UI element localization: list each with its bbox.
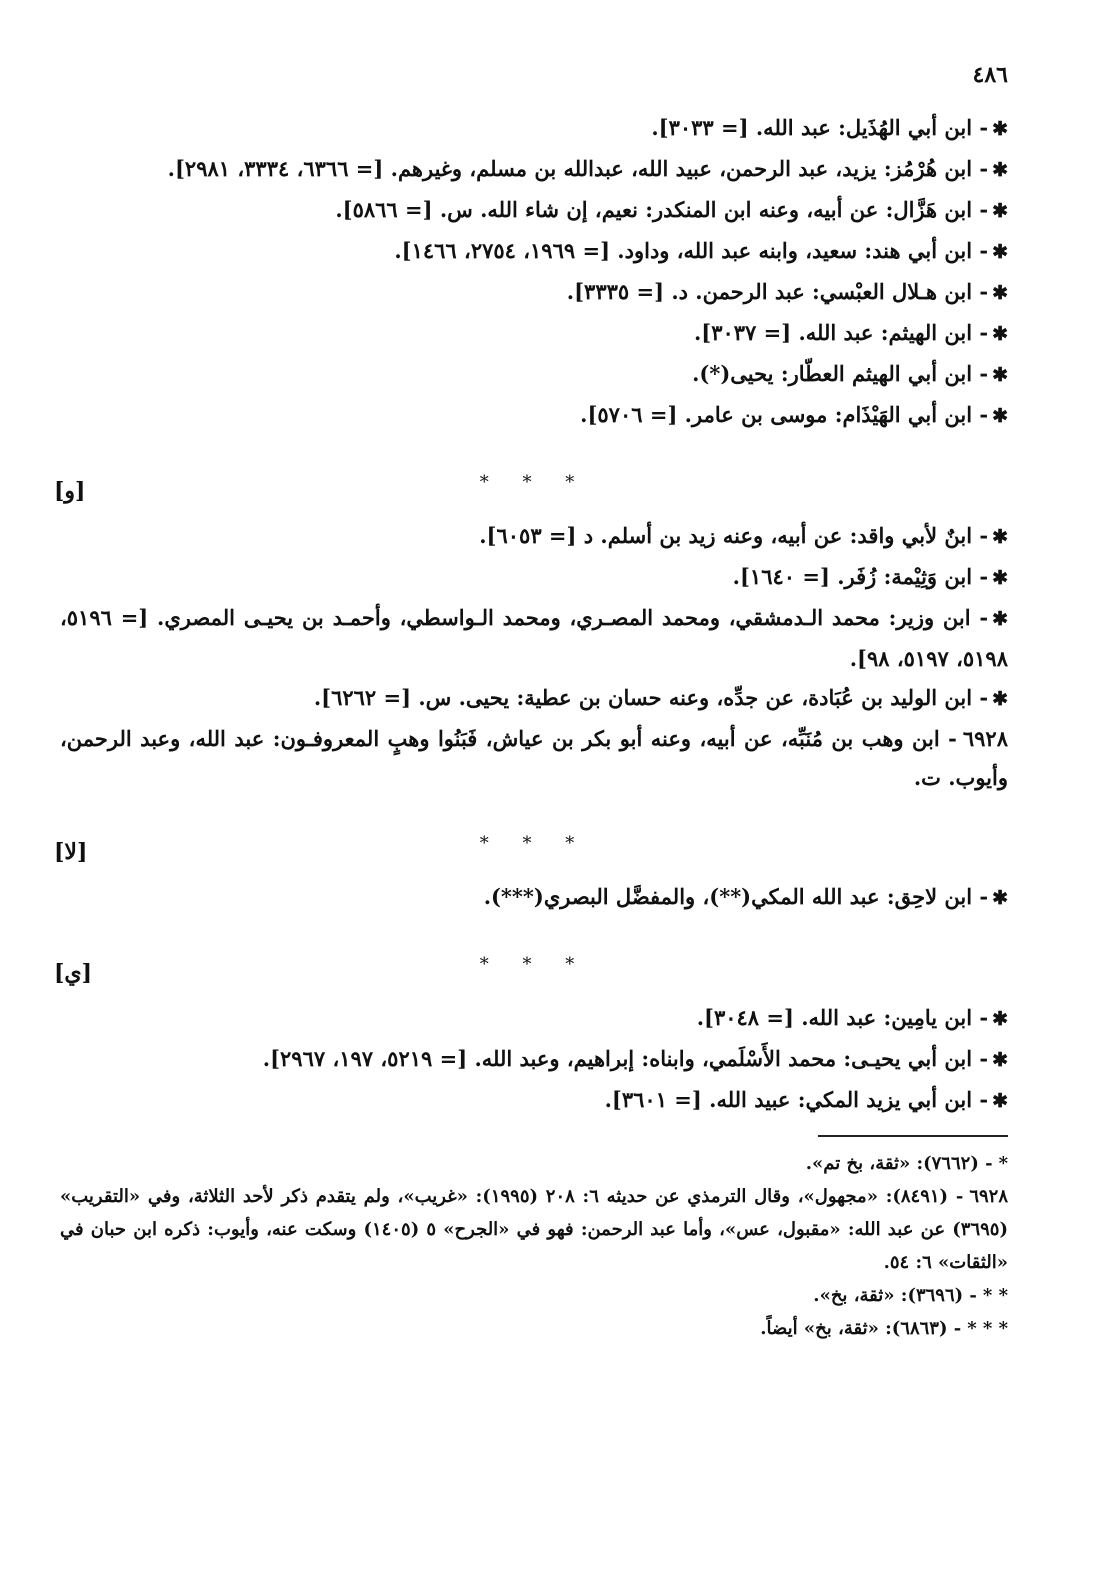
entry-marker: ✱	[992, 118, 1008, 140]
section-waw-entries	[60, 516, 1008, 797]
entry-marker: ✱	[992, 159, 1008, 181]
entry	[60, 678, 1008, 719]
entry-text: - ابنٌ لأبي واقد: عن أبيه، وعنه زيد بن أسلم. د [= ٦٠٥٣].	[479, 523, 989, 548]
section-divider-stars: * * *	[479, 833, 589, 854]
entry-marker: ✱	[992, 1008, 1008, 1030]
entry-marker: ✱	[992, 282, 1008, 304]
entry-text: - ابن أبي يحيـى: محمد الأَسْلَمي، وابناه: إبراهيم، وعبد الله. [= ٥٢١٩، ١٩٧، ٢٩٦٧].	[262, 1046, 989, 1071]
entry-text: - ابن أبي يزيد المكي: عبيد الله. [= ٣٦٠١].	[604, 1087, 989, 1112]
section-ya-entries	[60, 998, 1008, 1121]
page-number: ٤٨٦	[972, 62, 1008, 88]
entry-marker: ✱	[992, 323, 1008, 345]
entry-marker: ✱	[992, 364, 1008, 386]
entry-marker: ✱	[992, 688, 1008, 710]
entry	[60, 1039, 1008, 1080]
footnote-mark: ٦٩٢٨	[969, 1186, 1008, 1207]
entry-text: - ابن يامِين: عبد الله. [= ٣٠٤٨].	[696, 1005, 989, 1030]
footnote-separator	[818, 1135, 1008, 1137]
footnote-text: - (٧٦٦٢): «ثقة، بخ تم».	[805, 1153, 993, 1174]
entry-marker: ✱	[992, 1090, 1008, 1112]
entry-marker: ✱	[992, 1049, 1008, 1071]
footnote-text: - (٦٨٦٣): «ثقة، بخ» أيضاً.	[760, 1318, 962, 1339]
footnote	[60, 1279, 1008, 1312]
entry	[60, 877, 1008, 918]
entry-marker: ✱	[992, 608, 1008, 630]
footnotes	[60, 1147, 1008, 1345]
entry	[60, 313, 1008, 354]
footnote	[60, 1180, 1008, 1279]
entry-text: - ابن الهيثم: عبد الله. [= ٣٠٣٧].	[693, 320, 989, 345]
main-content	[54, 108, 1008, 1345]
entry-marker: ✱	[992, 567, 1008, 589]
entry-numbered	[60, 719, 1008, 797]
entry-number: ٦٩٢٨	[962, 726, 1008, 751]
entry	[60, 108, 1008, 149]
section-letter: [و]	[54, 478, 86, 504]
entry	[60, 231, 1008, 272]
section-header-ya	[54, 948, 1008, 998]
entry	[60, 557, 1008, 598]
entry	[60, 1080, 1008, 1121]
entry-marker: ✱	[992, 526, 1008, 548]
footnote	[60, 1312, 1008, 1345]
entry-text: - ابن وزير: محمد الـدمشقي، ومحمد المصـري، ومحمد الـواسطي، وأحمـد بن يحيـى المصري. [= ٥١٩٦، ٥١٩٨، ٥١٩٧، ٩٨].	[60, 605, 1008, 671]
entry	[60, 395, 1008, 436]
section-letter: [ي]	[54, 960, 93, 986]
entry-text: - ابن هُرْمُز: يزيد، عبد الرحمن، عبيد الله، عبدالله بن مسلم، وغيرهم. [= ٦٣٦٦، ٣٣٣٤، ٢٩٨١].	[167, 156, 989, 181]
entry-text: - ابن لاحِق: عبد الله المكي(**)، والمفضَّل البصري(***).	[483, 884, 989, 909]
footnote-mark: * *	[982, 1285, 1008, 1306]
entry-text: - ابن أبي الهَيْذَام: موسى بن عامر. [= ٥٧٠٦].	[580, 402, 989, 427]
entry	[60, 272, 1008, 313]
section-lam-alif-entries	[60, 877, 1008, 918]
entry	[60, 998, 1008, 1039]
entry	[60, 190, 1008, 231]
entry-text: - ابن وهب بن مُنَبِّه، عن أبيه، وعنه أبو بكر بن عياش، فَبَنُوا وهبٍ المعروفـون: عبد الله، وعبد الرحمن، وأيوب. ت.	[60, 726, 1008, 790]
section-letter: [لا]	[54, 839, 88, 865]
footnote-mark: * * *	[967, 1318, 1008, 1339]
footnote	[60, 1147, 1008, 1180]
entry-text: - ابن أبي الهُذَيل: عبد الله. [= ٣٠٣٣].	[651, 115, 989, 140]
footnote-mark: *	[998, 1153, 1008, 1174]
entry-text: - ابن هَزَّال: عن أبيه، وعنه ابن المنكدر: نعيم، إن شاء الله. س. [= ٥٨٦٦].	[335, 197, 989, 222]
entry-marker: ✱	[992, 241, 1008, 263]
entry-marker: ✱	[992, 405, 1008, 427]
footnote-text: - (٨٤٩١): «مجهول»، وقال الترمذي عن حديثه ٦: ٢٠٨ (١٩٩٥): «غريب»، ولم يتقدم ذكر لأحد الثلاثة، وفي «التقريب» (٣٦٩٥) عن عبد الله: «مقبول، عس»، وأما عبد الرحمن: فهو في «الجرح» ٥ (١٤٠٥) وسكت عنه، وأيوب: ذكره ابن حبان في «الثقات» ٦: ٥٤.	[60, 1186, 1008, 1273]
section-header-lam-alif	[54, 827, 1008, 877]
footnote-text: - (٣٦٩٦): «ثقة، بخ».	[813, 1285, 977, 1306]
section-divider-stars: * * *	[479, 472, 589, 493]
entry	[60, 354, 1008, 395]
entry-marker: ✱	[992, 887, 1008, 909]
entry-text: - ابن الوليد بن عُبَادة، عن جدِّه، وعنه حسان بن عطية: يحيى. س. [= ٦٢٦٢].	[313, 685, 989, 710]
section-header-waw	[54, 466, 1008, 516]
entry-text: - ابن أبي الهيثم العطّار: يحيى(*).	[692, 361, 989, 386]
entry-text: - ابن وَثِيْمة: زُفَر. [= ١٦٤٠].	[732, 564, 989, 589]
section-ha-entries	[60, 108, 1008, 436]
entry	[60, 516, 1008, 557]
entry	[60, 598, 1008, 678]
entry-text: - ابن هـلال العبْسي: عبد الرحمن. د. [= ٣٣٣٥].	[566, 279, 989, 304]
entry-text: - ابن أبي هند: سعيد، وابنه عبد الله، وداود. [= ١٩٦٩، ٢٧٥٤، ١٤٦٦].	[394, 238, 989, 263]
entry	[60, 149, 1008, 190]
entry-marker: ✱	[992, 200, 1008, 222]
section-divider-stars: * * *	[479, 954, 589, 975]
